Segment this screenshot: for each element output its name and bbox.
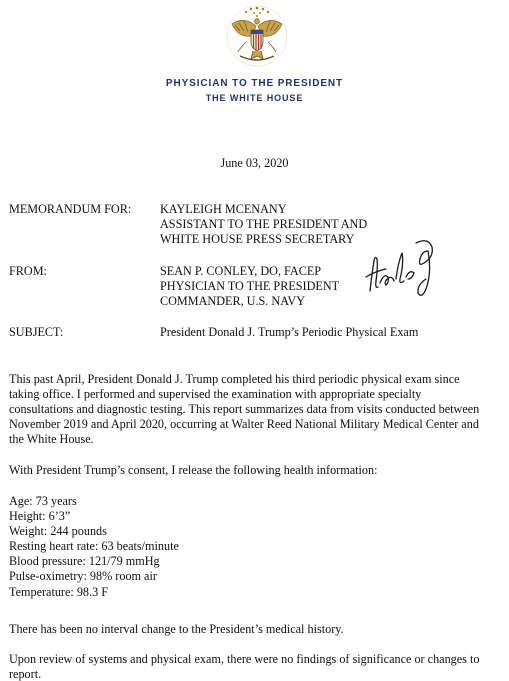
vitals-list xyxy=(9,494,179,600)
paragraph-line: Upon review of systems and physical exam, there were no findings of significance or changes to xyxy=(9,652,480,666)
recipient-line: KAYLEIGH MCENANY xyxy=(160,202,287,216)
vital-blood-pressure: Blood pressure: 121/79 mmHg xyxy=(9,554,160,569)
paragraph-line: the White House. xyxy=(9,432,94,446)
sender-line: SEAN P. CONLEY, DO, FACEP xyxy=(160,264,322,278)
paragraph-history: There has been no interval change to the President’s medical history. xyxy=(9,622,344,636)
paragraph-line: November 2019 and April 2020, occurring at Walter Reed National Military Medical Center and xyxy=(9,417,479,431)
memo-date: June 03, 2020 xyxy=(220,156,289,170)
memo-for-label: MEMORANDUM FOR: xyxy=(9,202,132,216)
presidential-seal-icon xyxy=(226,4,288,68)
vital-height: Height: 6’3” xyxy=(9,509,71,524)
office-subtitle: THE WHITE HOUSE xyxy=(205,93,304,103)
subject-label: SUBJECT: xyxy=(9,325,64,339)
paragraph-consent: With President Trump’s consent, I release the following health information: xyxy=(9,463,378,477)
memo-for-recipient xyxy=(160,202,367,247)
paragraph-line: report. xyxy=(9,667,42,681)
paragraph-line: consultations and diagnostic testing. This report summarizes data from visits conducted between xyxy=(9,402,480,416)
vital-pulse-oximetry: Pulse-oximetry: 98% room air xyxy=(9,569,157,584)
recipient-line: WHITE HOUSE PRESS SECRETARY xyxy=(160,232,355,246)
from-label: FROM: xyxy=(9,264,47,278)
vital-temperature: Temperature: 98.3 F xyxy=(9,584,108,599)
vital-heart-rate: Resting heart rate: 63 beats/minute xyxy=(9,539,179,554)
paragraph-findings xyxy=(9,652,501,681)
subject-text: President Donald J. Trump’s Periodic Physical Exam xyxy=(160,325,419,339)
handwritten-signature xyxy=(362,233,440,305)
recipient-line: ASSISTANT TO THE PRESIDENT AND xyxy=(160,217,368,231)
paragraph-intro xyxy=(9,372,501,447)
from-sender xyxy=(160,264,339,309)
sender-line: PHYSICIAN TO THE PRESIDENT xyxy=(160,279,340,293)
office-title: PHYSICIAN TO THE PRESIDENT xyxy=(165,78,344,89)
paragraph-line: taking office. I performed and supervised the examination with appropriate specialty xyxy=(9,387,422,401)
vital-age: Age: 73 years xyxy=(9,494,77,508)
vital-weight: Weight: 244 pounds xyxy=(9,524,107,539)
sender-line: COMMANDER, U.S. NAVY xyxy=(160,294,306,308)
paragraph-line: This past April, President Donald J. Trump completed his third periodic physical exam since xyxy=(9,372,460,386)
